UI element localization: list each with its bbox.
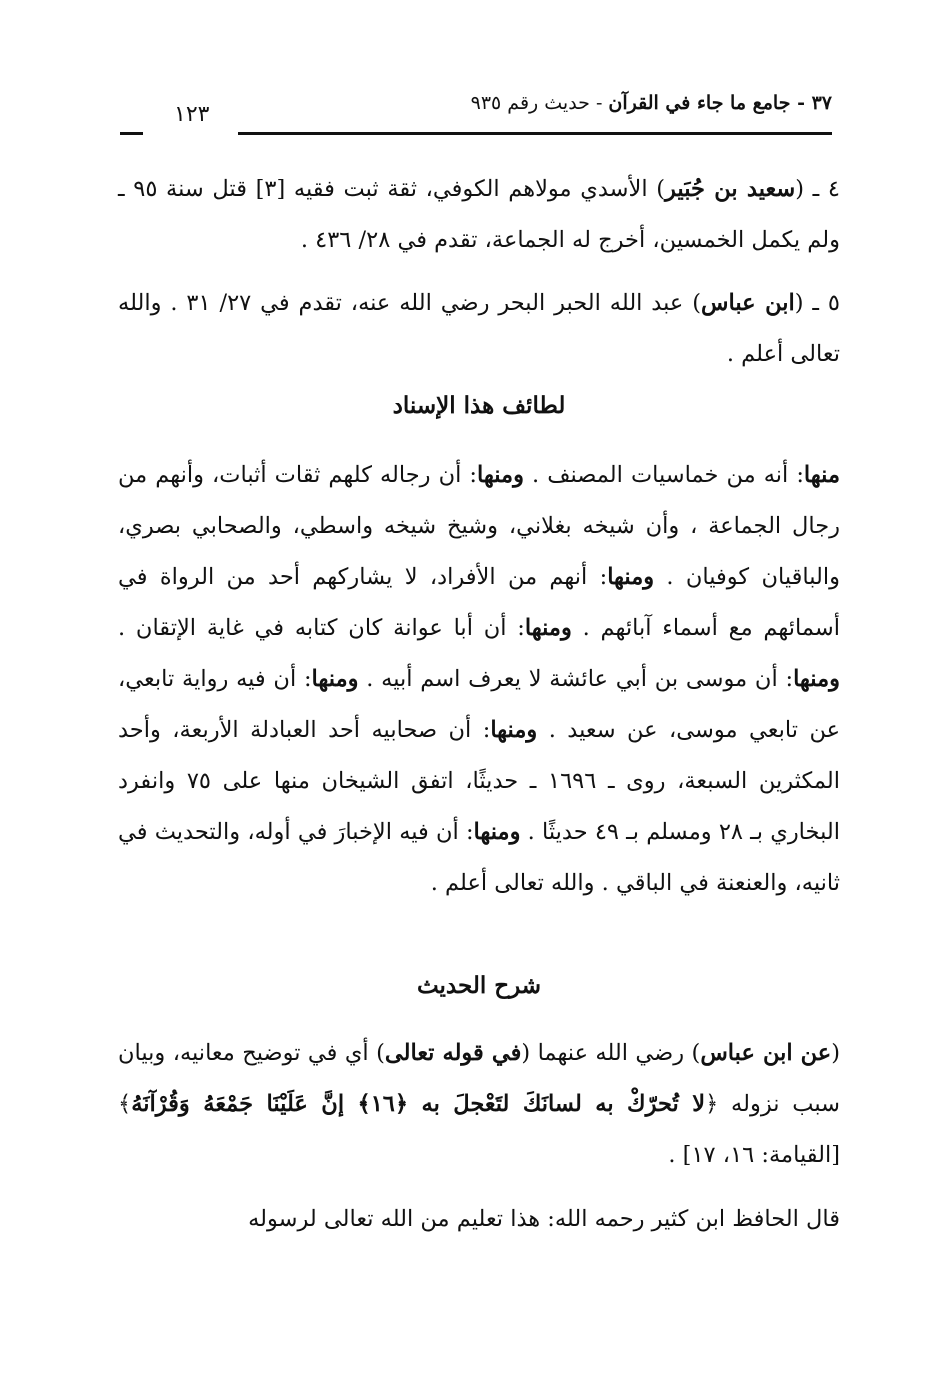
sharh-text: رضي الله عنهما ( xyxy=(521,1040,692,1066)
paren-close: ) xyxy=(691,1040,701,1066)
running-header xyxy=(120,88,832,132)
header-rule-gap xyxy=(143,128,238,138)
narrator-text: ) عبد الله الحبر البحر رضي الله عنه، تقدم في ٢٧/ ٣١ . والله تعالى أعلم . xyxy=(118,290,840,367)
qala-paragraph: قال الحافظ ابن كثير رحمه الله: هذا تعليم من الله تعالى لرسوله xyxy=(248,1206,840,1232)
sharh-heading: شرح الحديث xyxy=(416,972,542,999)
paren-open: ( xyxy=(831,1040,840,1066)
point-text: : أن موسى بن أبي عائشة لا يعرف اسم أبيه . xyxy=(358,666,794,692)
sharh-name: عن ابن عباس xyxy=(700,1040,832,1066)
chapter-title: ٣٧ - جامع ما جاء في القرآن xyxy=(608,92,832,114)
quran-verse: لا تُحرّكْ به لسانَكَ لتَعْجلَ به ﴿١٦﴾ إنَّ عَلَيْنَا جَمْعَهُ وَقُرْآنَهُ xyxy=(131,1091,706,1117)
point-text: : أنهم من الأفراد، لا يشاركهم أحد من الرواة في أسمائهم مع أسماء آبائهم . xyxy=(118,564,840,641)
point-label: ومنها xyxy=(473,819,521,845)
point-label: ومنها xyxy=(311,666,359,692)
narrator-abbas-paragraph xyxy=(118,278,840,380)
point-text: : أن أبا عوانة كان كتابه في غاية الإتقان . xyxy=(118,615,525,641)
header-title xyxy=(471,92,832,114)
lataif-heading: لطائف هذا الإسناد xyxy=(392,392,566,419)
sharh-paragraph xyxy=(118,1028,840,1181)
point-label: ومنها xyxy=(524,615,572,641)
sharh-quote: في قوله تعالى xyxy=(384,1040,522,1066)
hadith-number: - حديث رقم ٩٣٥ xyxy=(470,92,609,114)
point-text: : أن رجاله كلهم ثقات أثبات، وأنهم من رجال الجماعة ، وأن شيخه بغلاني، وشيخ شيخه واسطي، والصحابي بصري، والباقيان كوفيان . xyxy=(118,462,840,590)
narrator-number: ٥ ـ ( xyxy=(794,290,841,316)
point-label: ومنها xyxy=(793,666,840,692)
narrator-name: سعيد بن جُبَير xyxy=(664,176,796,202)
narrator-name: ابن عباس xyxy=(701,290,795,316)
point-text: : أن فيه رواية تابعي، عن تابعي موسى، عن سعيد . xyxy=(118,666,840,743)
point-label: ومنها xyxy=(477,462,524,488)
lataif-paragraph xyxy=(118,450,840,909)
point-text: : أنه من خماسيات المصنف . xyxy=(523,462,804,488)
point-text: : أن فيه الإخبارَ في أوله، والتحديث في ثانيه، والعنعنة في الباقي . والله تعالى أعلم . xyxy=(118,819,840,896)
point-label: ومنها xyxy=(490,717,538,743)
point-label: منها xyxy=(803,462,840,488)
verse-reference: ﴾ [القيامة: ١٦، ١٧] . xyxy=(118,1091,840,1168)
sharh-text: ) أي في توضيح معانيه، وبيان سبب نزوله ﴿ xyxy=(118,1040,841,1117)
point-text: : أن صحابيه أحد العبادلة الأربعة، وأحد المكثرين السبعة، روى ـ ١٦٩٦ ـ حديثًا، اتفق الشيخان منها على ٧٥ وانفرد البخاري بـ ٢٨ ومسلم بـ ٤٩ حديثًا . xyxy=(118,717,840,845)
narrator-sa3id-paragraph xyxy=(118,164,840,266)
point-label: ومنها xyxy=(607,564,655,590)
page-number: ١٢٣ xyxy=(174,102,210,127)
narrator-number: ٤ ـ ( xyxy=(795,176,840,202)
narrator-text: ) الأسدي مولاهم الكوفي، ثقة ثبت فقيه [٣] قتل سنة ٩٥ ـ ولم يكمل الخمسين، أخرج له الجماعة، تقدم في ٢٨/ ٤٣٦ . xyxy=(118,176,840,253)
